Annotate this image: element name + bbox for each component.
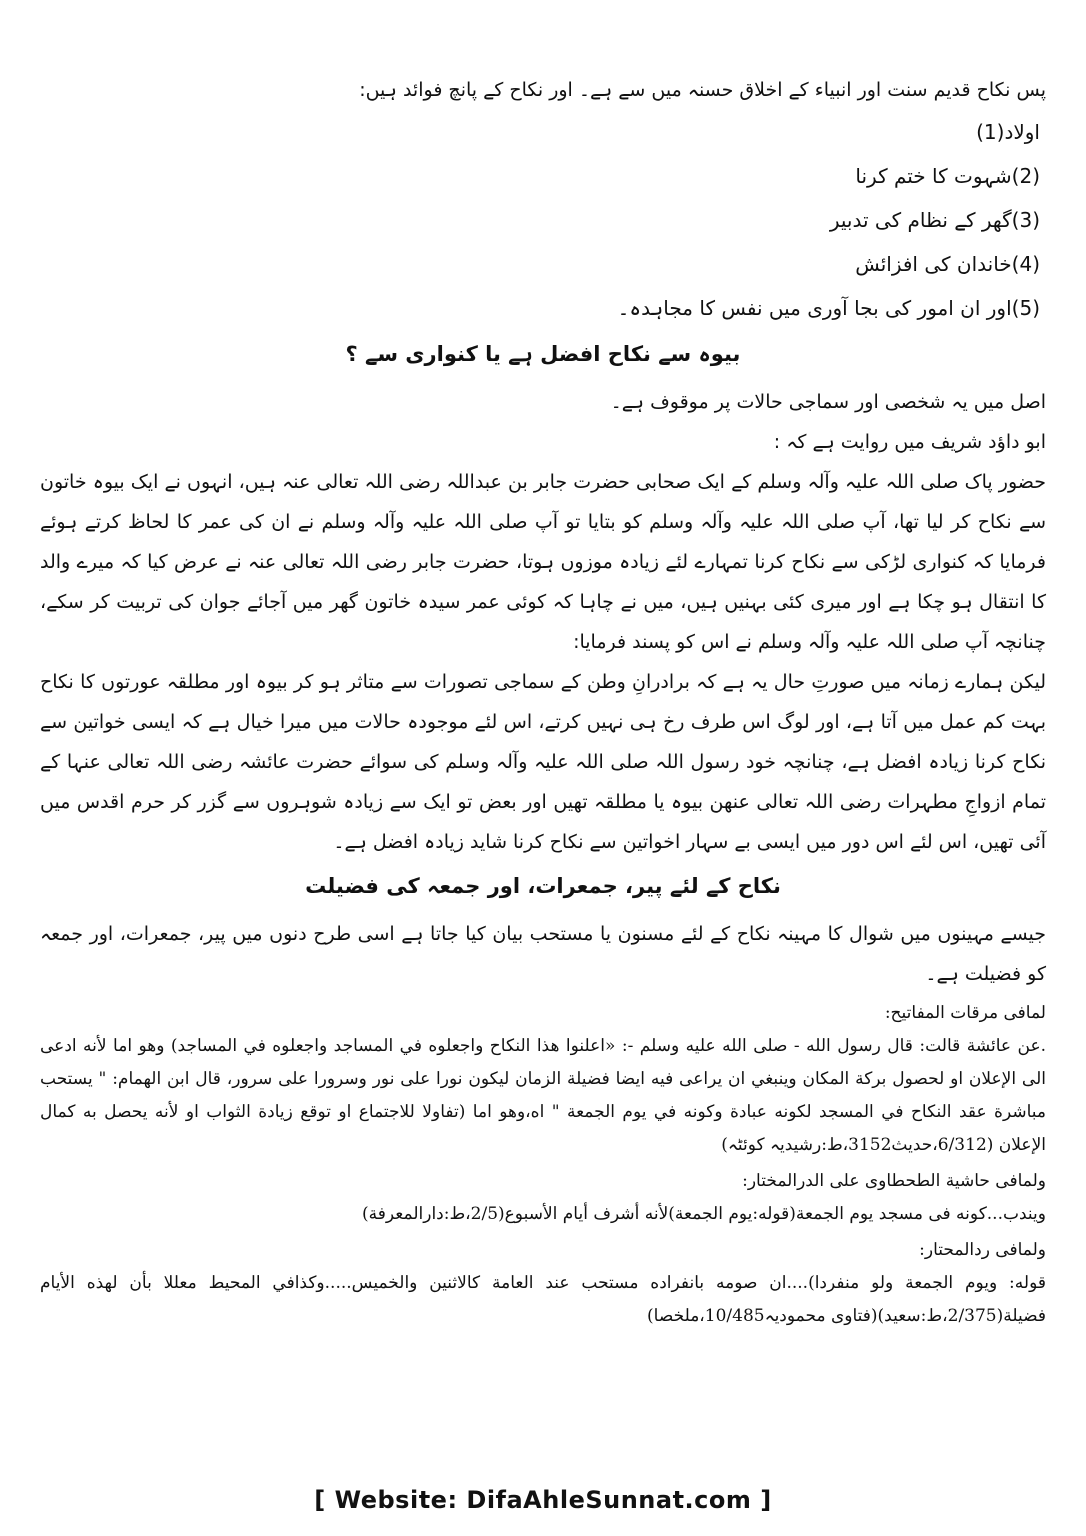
benefit-item-1: اولاد(1) (976, 120, 1040, 144)
benefit-item-3: (3)گھر کے نظام کی تدبیر (829, 208, 1040, 232)
paragraph-jabir-hadith: حضور پاک صلی اللہ علیہ وآلہ وسلم کے ایک صحابی حضرت جابر بن عبداللہ رضی اللہ تعالی عنہ ہیں، انہوں نے ایک بیوہ خاتون سے نکاح کر لیا تھا، آپ صلی اللہ علیہ وآلہ وسلم کو بتایا تو آپ صلی اللہ علیہ وآلہ وسلم نے ان کی عمر کا لحاظ کرتے ہوئے فرمایا کہ کنواری لڑکی سے نکاح کرنا تمہارے لئے زیادہ موزوں ہوتا، حضرت جابر رضی اللہ تعالی عنہ نے عرض کیا کہ میرے والد کا انتقال ہو چکا ہے اور میری کئی بہنیں ہیں، میں نے چاہا کہ کوئی عمر سیدہ خاتون گھر میں آجائے جوان کی تربیت کر سکے، چنانچہ آپ صلی اللہ علیہ وآلہ وسلم نے اس کو پسند فرمایا: (40, 471, 1046, 653)
benefit-item-4: (4)خاندان کی افزائش (855, 252, 1040, 276)
reference-text-raddul-muhtar: قوله: ويوم الجمعة ولو منفردا)....ان صومه بانفراده مستحب عند العامة كالاثنين والخميس.....وكذافي المحيط معللا بأن لهذه الأيام فضيلة(2/375،ط:سعید)(فتاوی محمودیہ10/485،ملخصا) (40, 1273, 1046, 1326)
reference-text-mirqat: .عن عائشة قالت: قال رسول الله - صلى الله عليه وسلم -: «اعلنوا هذا النكاح واجعلوه في المساجد واجعلوه في المساجد) وهو اما لأنه ادعى الى الإعلان او لحصول بركة المكان وينبغي ان يراعى فيه ايضا فضيلة الزمان ليكون نورا على نور وسرورا على سرور، قال ابن الهمام: " يستحب مباشرة عقد النكاح في المسجد لكونه عبادة وكونه في يوم الجمعة " اه،وهو اما (تفاولا للاجتماع او توقع زيادة الثواب او لأنه يحصل به كمال الإعلان (6/312،حدیث3152،ط:رشیدیہ کوئٹہ) (40, 1036, 1046, 1155)
paragraph-abu-dawud-narration: ابو داؤد شریف میں روایت ہے کہ : (773, 431, 1046, 453)
website-footer: [ Website: DifaAhleSunnat.com ] (314, 1486, 772, 1514)
paragraph-shawwal-and-days: جیسے مہینوں میں شوال کا مہینہ نکاح کے لئے مسنون یا مستحب بیان کیا جاتا ہے اسی طرح دنوں میں پیر، جمعرات، اور جمعہ کو فضیلت ہے۔ (40, 923, 1046, 985)
paragraph-depends-on-circumstances: اصل میں یہ شخصی اور سماجی حالات پر موقوف ہے۔ (610, 391, 1046, 413)
reference-label-mirqat: لمافی مرقات المفاتیح: (884, 1003, 1046, 1023)
benefit-item-5: (5)اور ان امور کی بجا آوری میں نفس کا مجاہدہ۔ (617, 296, 1040, 320)
heading-virtue-of-days: نکاح کے لئے پیر، جمعرات، اور جمعہ کی فضیلت (305, 874, 781, 898)
paragraph-current-situation: لیکن ہمارے زمانہ میں صورتِ حال یہ ہے کہ برادرانِ وطن کے سماجی تصورات سے متاثر ہو کر بیوہ اور مطلقہ عورتوں کا نکاح بہت کم عمل میں آتا ہے، اور لوگ اس طرف رخ ہی نہیں کرتے، اس لئے موجودہ حالات میں میرا خیال ہے کہ ایسی خواتین سے نکاح کرنا زیادہ افضل ہے، چنانچہ خود رسول اللہ صلی اللہ علیہ وآلہ وسلم کی سوائے حضرت عائشہ رضی اللہ تعالی عنہا کے تمام ازواجِ مطہرات رضی اللہ تعالی عنھن بیوہ یا مطلقہ تھیں اور بعض تو ایک سے زیادہ شوہروں سے گزر کر حرم اقدس میں آئی تھیں، اس لئے اس دور میں ایسی بے سہار اخواتین سے نکاح کرنا شاید زیادہ افضل ہے۔ (40, 671, 1046, 853)
heading-widow-or-virgin: بیوہ سے نکاح افضل ہے یا کنواری سے ؟ (345, 342, 741, 366)
reference-label-raddul-muhtar: ولمافی ردالمحتار: (919, 1240, 1046, 1260)
reference-label-tahtawi: ولمافی حاشیة الطحطاوی علی الدرالمختار: (742, 1171, 1046, 1191)
reference-text-tahtawi: ويندب...كونه فى مسجد يوم الجمعة(قوله:يوم الجمعة)لأنه أشرف أيام الأسبوع(2/5،ط:دارالمعرفة) (362, 1204, 1046, 1224)
benefit-item-2: (2)شہوت کا ختم کرنا (855, 164, 1040, 188)
benefits-list (40, 110, 1046, 330)
intro-paragraph: پس نکاح قدیم سنت اور انبیاء کے اخلاق حسنہ میں سے ہے۔ اور نکاح کے پانچ فوائد ہیں: (359, 79, 1046, 101)
